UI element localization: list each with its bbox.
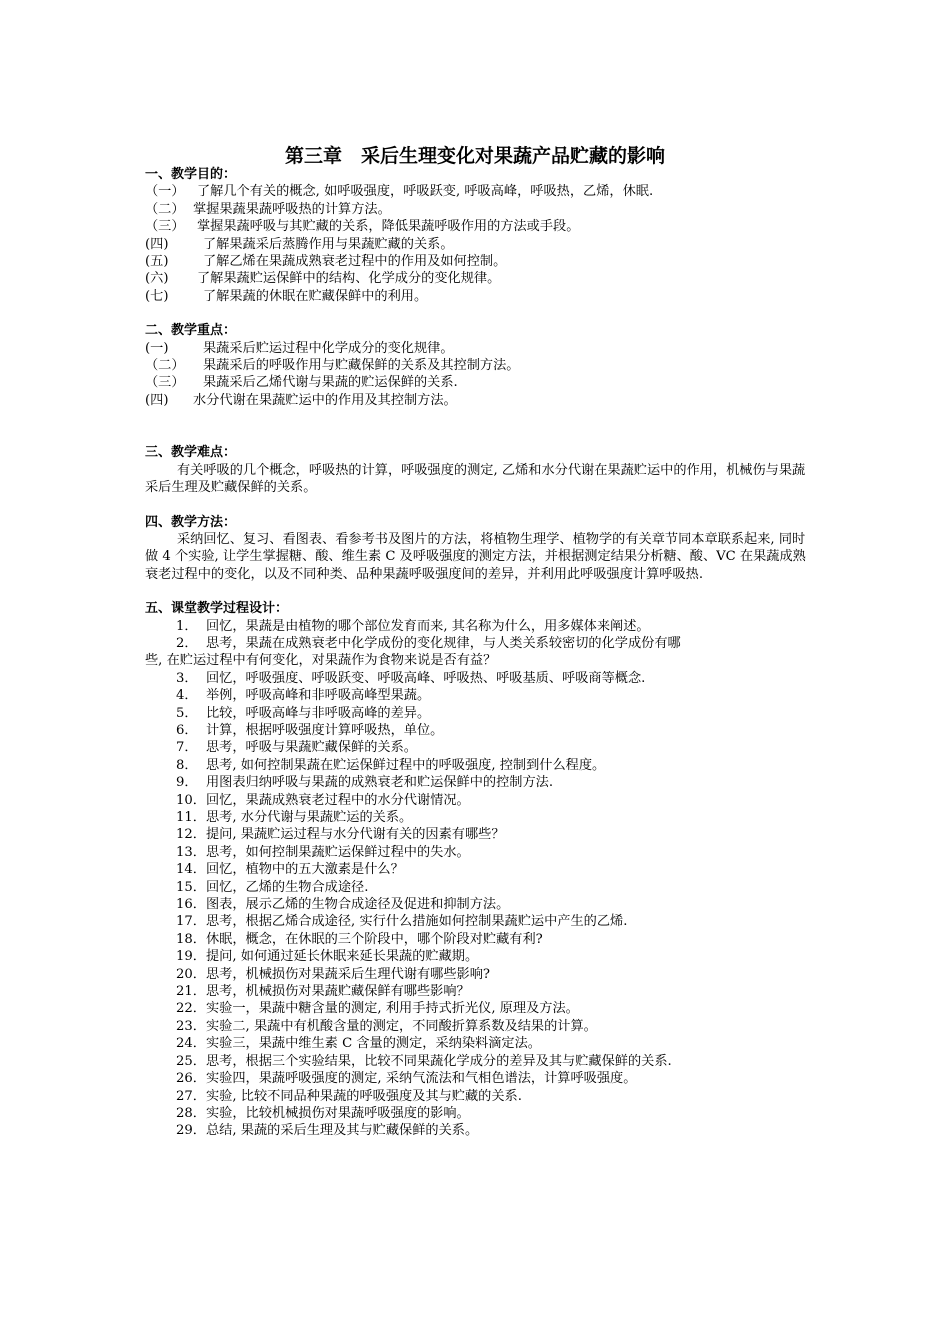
step-continuation: 些, 在贮运过程中有何变化，对果蔬作为食物来说是否有益？ [145,653,497,669]
item-text: 果蔬采后的呼吸作用与贮藏保鲜的关系及其控制方法。 [203,358,520,374]
step-text: 思考，机械损伤对果蔬采后生理代谢有哪些影响? [206,966,491,982]
list-item [145,687,815,704]
step-number: 29． [176,1123,206,1139]
step-text: 思考, 水分代谢与果蔬贮运的关系。 [206,810,413,825]
step-text: 思考, 如何控制果蔬在贮运保鲜过程中的呼吸强度, 控制到什么程度。 [206,757,606,773]
step-number: 18． [176,931,206,947]
step-text: 实验, 比较不同品种果蔬的呼吸强度及其与贮藏的关系. [206,1088,522,1104]
difficulties-paragraph: 有关呼吸的几个概念，呼吸热的计算，呼吸强度的测定, 乙烯和水分代谢在果蔬贮运中的作用，机械伤与果蔬采后生理及贮藏保鲜的关系。 [145,462,806,496]
list-item [145,931,815,948]
list-item [145,948,815,965]
list-item [145,792,815,809]
item-number: (四) [145,392,169,408]
section-heading-key-points: 二、教学重点： [145,323,237,339]
list-item [145,1070,815,1087]
step-text: 休眠，概念，在休眠的三个阶段中，哪个阶段对贮藏有利? [206,931,543,947]
item-text: 了解果蔬采后蒸腾作用与果蔬贮藏的关系。 [203,236,454,252]
item-number: （三） [145,375,185,391]
step-text: 回忆，呼吸强度、呼吸跃变、呼吸高峰、呼吸热、呼吸基质、呼吸商等概念. [206,670,646,686]
list-item [145,722,815,739]
step-text: 用图表归纳呼吸与果蔬的成熟衰老和贮运保鲜中的控制方法. [206,775,554,791]
list-item [145,288,815,305]
step-text: 实验一，果蔬中糖含量的测定, 利用手持式折光仪, 原理及方法。 [206,1001,579,1017]
list-item [145,739,815,756]
step-text: 思考，呼吸与果蔬贮藏保鲜的关系。 [206,740,417,756]
step-text: 回忆，乙烯的生物合成途径. [206,879,369,895]
step-number: 23． [176,1018,206,1034]
list-item [145,879,815,896]
step-text: 思考，机械损伤对果蔬贮藏保鲜有哪些影响？ [206,984,470,1000]
item-text: 了解果蔬的休眠在贮藏保鲜中的利用。 [203,288,428,304]
step-number: 11． [176,810,206,825]
list-item [145,1088,815,1105]
step-text: 回忆，植物中的五大激素是什么？ [206,862,404,878]
step-number: 7． [176,740,198,756]
step-text: 思考，根据三个实验结果，比较不同果蔬化学成分的差异及其与贮藏保鲜的关系. [206,1053,672,1069]
step-number: 27． [176,1088,206,1104]
list-item [145,201,815,218]
step-text: 实验三，果蔬中维生素 C 含量的测定，采纳染料滴定法。 [206,1036,541,1052]
item-number: (六) [145,271,169,287]
step-text: 提问, 如何通过延长休眠来延长果蔬的贮藏期。 [206,949,479,965]
item-number: （二） [145,201,185,217]
list-item [145,861,815,878]
list-item [145,374,815,391]
section-heading-difficulties: 三、教学难点： [145,445,237,461]
item-text: 了解乙烯在果蔬成熟衰老过程中的作用及如何控制。 [203,254,507,270]
section-heading-purpose: 一、教学目的： [145,167,237,182]
list-item [145,218,815,235]
list-item [145,392,815,409]
step-number: 28． [176,1105,206,1121]
step-text: 比较，呼吸高峰与非呼吸高峰的差异。 [206,705,431,721]
item-number: (七) [145,288,169,304]
list-item [145,670,815,687]
step-text: 实验二, 果蔬中有机酸含量的测定，不同酸折算系数及结果的计算。 [206,1018,597,1034]
list-item [145,896,815,913]
step-text: 实验四，果蔬呼吸强度的测定, 采纳气流法和气相色谱法，计算呼吸强度。 [206,1071,637,1087]
item-text: 掌握果蔬果蔬呼吸热的计算方法。 [193,201,391,217]
step-number: 19． [176,949,206,965]
step-number: 17． [176,914,206,930]
step-text: 举例，呼吸高峰和非呼吸高峰型果蔬。 [206,688,431,704]
list-item [145,1035,815,1052]
document-body [145,166,815,1140]
step-number: 5． [176,705,198,721]
section-heading-methods: 四、教学方法： [145,514,237,530]
list-item [145,236,815,253]
item-text: 果蔬采后贮运过程中化学成分的变化规律。 [203,340,454,356]
list-item [145,913,815,930]
step-text: 计算，根据呼吸强度计算呼吸热，单位。 [206,722,444,738]
list-item [145,1018,815,1035]
step-text: 思考，根据乙烯合成途径, 实行什么措施如何控制果蔬贮运中产生的乙烯. [206,914,628,930]
list-item [145,826,815,843]
step-text: 回忆，果蔬是由植物的哪个部位发育而来, 其名称为什么，用多媒体来阐述。 [206,618,650,634]
step-number: 8． [176,757,198,773]
step-number: 1． [176,618,198,634]
list-item [145,1122,815,1139]
list-item [145,966,815,983]
item-number: (四) [145,236,169,252]
item-text: 水分代谢在果蔬贮运中的作用及其控制方法。 [193,392,457,408]
list-item [145,340,815,357]
methods-paragraph: 采纳回忆、复习、看图表、看参考书及图片的方法，将植物生理学、植物学的有关章节同本章联系起来, 同时做 4 个实验, 让学生掌握糖、酸、维生素 C 及呼吸强度的测定方法，并根据测定结果分析糖、酸、VC 在果蔬成熟衰老过程中的变化，以及不同种类、品种果蔬呼吸强度间的差异，并利用此呼吸强度计算呼吸热. [145,531,806,582]
list-item [145,635,815,652]
page-title: 第三章 采后生理变化对果蔬产品贮藏的影响 [284,145,665,167]
list-item [145,183,815,200]
step-number: 4． [176,688,198,704]
item-text: 掌握果蔬呼吸与其贮藏的关系，降低果蔬呼吸作用的方法或手段。 [197,219,580,235]
item-text: 了解果蔬贮运保鲜中的结构、化学成分的变化规律。 [197,271,501,287]
step-text: 回忆，果蔬成熟衰老过程中的水分代谢情况。 [206,792,470,808]
list-item [145,618,815,635]
item-number: (五) [145,254,169,270]
step-number: 24． [176,1036,206,1052]
item-number: （三） [145,219,185,235]
step-number: 9． [176,775,198,791]
step-number: 14． [176,862,206,878]
item-number: （二） [145,358,185,374]
list-item [145,983,815,1000]
step-number: 2． [176,635,198,651]
step-number: 15． [176,879,206,895]
list-item [145,270,815,287]
list-item [145,705,815,722]
step-text: 思考，如何控制果蔬贮运保鲜过程中的失水。 [206,844,470,860]
step-number: 22． [176,1001,206,1017]
item-number: (一) [145,340,169,356]
item-text: 果蔬采后乙烯代谢与果蔬的贮运保鲜的关系. [203,375,458,391]
step-text: 图表，展示乙烯的生物合成途径及促进和抑制方法。 [206,897,510,913]
step-text: 提问, 果蔬贮运过程与水分代谢有关的因素有哪些？ [206,827,505,843]
process-steps [145,618,815,1140]
step-number: 25． [176,1053,206,1069]
step-number: 10． [176,792,206,808]
step-number: 20． [176,966,206,982]
list-item [145,1105,815,1122]
step-text: 思考，果蔬在成熟衰老中化学成份的变化规律，与人类关系较密切的化学成份有哪 [206,635,681,651]
list-item [145,1000,815,1017]
list-item [145,1053,815,1070]
step-number: 13． [176,844,206,860]
section-heading-process: 五、课堂教学过程设计： [145,601,289,617]
step-text: 总结, 果蔬的采后生理及其与贮藏保鲜的关系。 [206,1123,479,1139]
list-item [145,357,815,374]
step-number: 16． [176,897,206,913]
step-number: 12． [176,827,206,843]
step-number: 3． [176,670,198,686]
list-item [145,844,815,861]
list-item [145,757,815,774]
step-number: 21． [176,984,206,1000]
list-item [145,809,815,826]
step-number: 26． [176,1071,206,1087]
step-text: 实验，比较机械损伤对果蔬呼吸强度的影响。 [206,1105,470,1121]
item-text: 了解几个有关的概念, 如呼吸强度，呼吸跃变, 呼吸高峰，呼吸热，乙烯，休眠. [197,184,654,200]
item-number: （一） [145,184,185,200]
list-item [145,253,815,270]
step-number: 6． [176,722,198,738]
list-item [145,774,815,791]
